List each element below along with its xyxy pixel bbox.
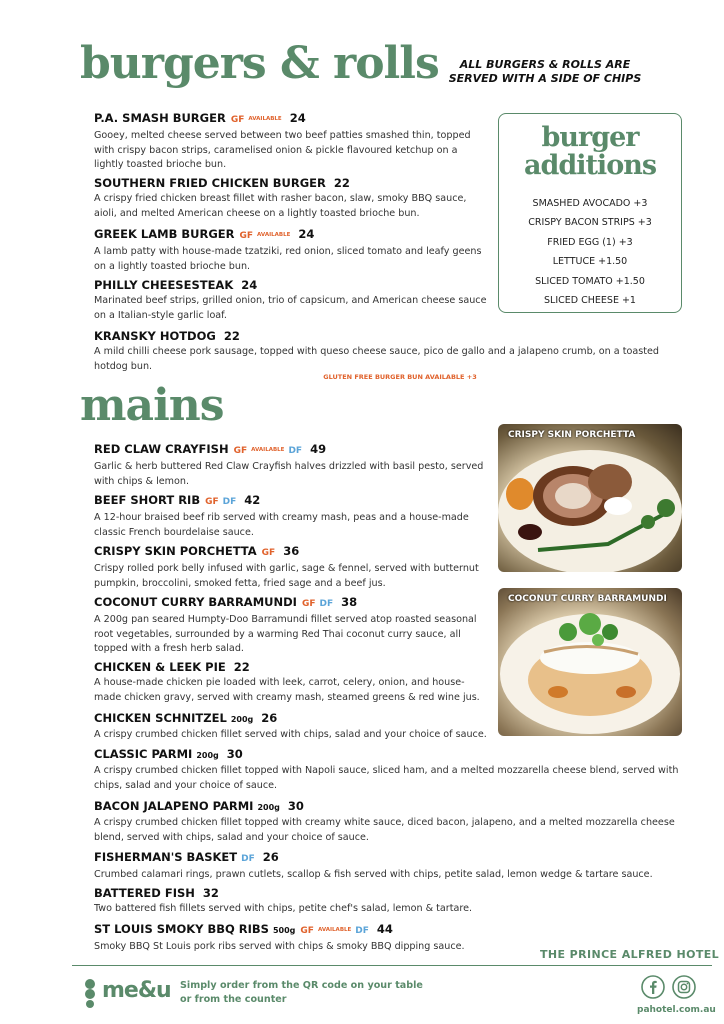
facebook-icon[interactable] [641, 975, 665, 999]
item-weight: 200g [196, 751, 219, 760]
porchetta-plate-illustration [498, 424, 682, 572]
menu-item-kransky-hotdog [94, 329, 694, 374]
item-price: 32 [202, 886, 219, 900]
item-name: KRANSKY HOTDOG [94, 329, 216, 343]
barramundi-plate-illustration [498, 588, 682, 736]
addition-item: SLICED CHEESE +1 [544, 295, 636, 307]
gf-tag: GF [239, 231, 254, 241]
item-name: PHILLY CHEESESTEAK [94, 278, 234, 292]
item-description: Garlic & herb buttered Red Claw Crayfish halves drizzled with basil pesto, served with chips & lemon. [94, 461, 484, 487]
item-description: Crispy rolled pork belly infused with garlic, sage & fennel, served with butternut pumpkin, broccolini, smoked fetta, fried sage and a beef jus. [94, 563, 479, 589]
addition-item: SMASHED AVOCADO +3 [532, 198, 648, 209]
item-price: 42 [244, 493, 261, 507]
menu-item-classic-parmi [94, 747, 684, 793]
instagram-icon[interactable] [672, 975, 696, 999]
available-tag: AVAILABLE [251, 447, 285, 453]
gf-tag: GF [261, 548, 276, 558]
porchetta-photo [498, 424, 682, 572]
addition-item: FRIED EGG (1) +3 [547, 236, 633, 248]
item-description: A mild chilli cheese pork sausage, topped with queso cheese sauce, pico de gallo and a jalapeno crumb, on a toasted hotdog bun. [94, 346, 659, 372]
item-description: A crispy crumbed chicken fillet topped with Napoli sauce, sliced ham, and a melted mozzarella cheese blend, served with chips, salad and your choice of sauce. [94, 765, 679, 791]
gf-tag: GF [205, 497, 219, 507]
item-description: Crumbed calamari rings, prawn cutlets, scallop & fish served with chips, petite salad, lemon wedge & tartare sauce. [94, 869, 653, 880]
menu-item-philly-cheesesteak [94, 278, 489, 323]
item-description: Smoky BBQ St Louis pork ribs served with chips & smoky BBQ dipping sauce. [94, 941, 465, 952]
item-description: A lamb patty with house-made tzatziki, red onion, sliced tomato and leafy geens on a lightly toasted brioche bun. [94, 246, 482, 272]
item-name: CHICKEN SCHNITZEL [94, 711, 227, 725]
item-price: 22 [333, 176, 350, 190]
item-description: Two battered fish fillets served with chips, petite chef's salad, lemon & tartare. [94, 903, 473, 914]
menu-item-beef-short-rib [94, 493, 486, 540]
menu-item-greek-lamb-burger [94, 227, 484, 274]
additions-title-line2: additions [523, 150, 657, 181]
menu-item-chicken-schnitzel [94, 711, 494, 743]
menu-item-red-claw-crayfish [94, 442, 486, 489]
gf-tag: GF [230, 115, 245, 125]
burgers-section-title: burgers & rolls [80, 38, 439, 89]
item-price: 30 [287, 799, 304, 813]
item-name: GREEK LAMB BURGER [94, 227, 235, 241]
menu-item-southern-fried-chicken-burger [94, 176, 489, 221]
item-description: Marinated beef strips, grilled onion, trio of capsicum, and American cheese sauce on a Italian-style garlic loaf. [94, 295, 487, 321]
website-link[interactable]: pahotel.com.au [637, 1005, 716, 1015]
mains-section-title: mains [80, 380, 224, 431]
gf-tag: GF [300, 926, 314, 936]
item-description: A crispy crumbed chicken fillet served with chips, salad and your choice of sauce. [94, 729, 487, 740]
item-price: 24 [298, 227, 315, 241]
item-name: RED CLAW CRAYFISH [94, 442, 229, 456]
order-line-2: or from the counter [180, 994, 287, 1005]
item-price: 26 [262, 850, 279, 864]
menu-item-smash-burger [94, 111, 489, 173]
df-tag: DF [355, 926, 369, 936]
available-tag: AVAILABLE [317, 927, 352, 933]
menu-item-chicken-leek-pie [94, 660, 489, 705]
hotel-name: THE PRINCE ALFRED HOTEL [540, 948, 720, 961]
menu-item-st-louis-smoky-bbq-ribs [94, 922, 534, 955]
item-name: ST LOUIS SMOKY BBQ RIBS [94, 922, 269, 936]
additions-title-line1: burger [541, 122, 639, 153]
qr-order-text [180, 979, 423, 1007]
item-name: SOUTHERN FRIED CHICKEN BURGER [94, 176, 326, 190]
df-tag: DF [319, 599, 334, 609]
barramundi-photo [498, 588, 682, 736]
item-name: BATTERED FISH [94, 886, 195, 900]
item-name: CLASSIC PARMI [94, 747, 193, 761]
item-weight: 200g [257, 803, 280, 812]
item-name: CHICKEN & LEEK PIE [94, 660, 226, 674]
df-tag: DF [288, 446, 303, 456]
item-description: A 12-hour braised beef rib served with creamy mash, peas and a house-made classic French bourdelaise sauce. [94, 512, 469, 538]
item-price: 22 [233, 660, 250, 674]
gf-tag: GF [301, 599, 316, 609]
item-weight: 500g [272, 926, 296, 935]
photo-label: CRISPY SKIN PORCHETTA [508, 430, 636, 440]
photo-label: COCONUT CURRY BARRAMUNDI [508, 594, 667, 604]
df-tag: DF [222, 497, 237, 507]
item-price: 24 [241, 278, 258, 292]
menu-item-bacon-jalapeno-parmi [94, 799, 684, 845]
item-weight: 200g [230, 715, 254, 724]
item-price: 36 [283, 544, 300, 558]
item-description: A crispy crumbed chicken fillet topped with creamy white sauce, diced bacon, jalapeno, and a melted mozzarella cheese blend, served with chips, salad and your choice of sauce. [94, 817, 675, 843]
item-price: 49 [310, 442, 327, 456]
item-description: A crispy fried chicken breast fillet with rasher bacon, slaw, smoky BBQ sauce, aioli, and melted American cheese on a lightly toasted brioche bun. [94, 193, 467, 219]
addition-item: LETTUCE +1.50 [552, 256, 628, 268]
menu-item-fishermans-basket [94, 850, 684, 883]
item-price: 44 [376, 922, 393, 936]
item-name: CRISPY SKIN PORCHETTA [94, 544, 257, 558]
item-description: A 200g pan seared Humpty-Doo Barramundi fillet served atop roasted seasonal root vegetables, surrounded by a warming Red Thai coconut curry sauce, all topped with a fresh herb salad. [94, 614, 477, 654]
item-description: A house-made chicken pie loaded with leek, carrot, celery, onion, and house-made chicken gravy, served with creamy mash, steamed greens & red wine jus. [94, 677, 480, 703]
order-line-1: Simply order from the QR code on your table [180, 980, 423, 991]
item-name: COCONUT CURRY BARRAMUNDI [94, 595, 297, 609]
df-tag: DF [241, 854, 255, 864]
menu-item-coconut-curry-barramundi [94, 595, 489, 657]
available-tag: AVAILABLE [257, 232, 291, 238]
footer-divider [72, 965, 712, 966]
item-description: Gooey, melted cheese served between two beef patties smashed thin, topped with crispy bacon strips, caramelised onion & pickle flavoured ketchup on a lightly toasted brioche bun. [94, 130, 471, 170]
addition-item: CRISPY BACON STRIPS +3 [528, 217, 652, 229]
item-price: 24 [289, 111, 306, 125]
available-tag: AVAILABLE [248, 116, 282, 122]
item-name: FISHERMAN'S BASKET [94, 850, 238, 864]
meandu-logo-text: me&u [102, 978, 171, 1003]
additions-list [499, 194, 681, 310]
menu-item-battered-fish [94, 886, 684, 917]
gf-tag: GF [233, 446, 248, 456]
burger-additions-box [498, 113, 682, 313]
item-name: BEEF SHORT RIB [94, 493, 201, 507]
item-name: P.A. SMASH BURGER [94, 111, 226, 125]
item-name: BACON JALAPENO PARMI [94, 799, 254, 813]
item-price: 30 [226, 747, 243, 761]
item-price: 22 [223, 329, 240, 343]
item-price: 26 [261, 711, 278, 725]
served-with-chips-note: ALL BURGERS & ROLLS ARE SERVED WITH A SIDE OF CHIPS [448, 58, 642, 85]
gf-bun-note: GLUTEN FREE BURGER BUN AVAILABLE +3 [323, 373, 477, 381]
menu-item-crispy-skin-porchetta [94, 544, 486, 591]
item-price: 38 [341, 595, 358, 609]
addition-item: SLICED TOMATO +1.50 [535, 275, 645, 287]
